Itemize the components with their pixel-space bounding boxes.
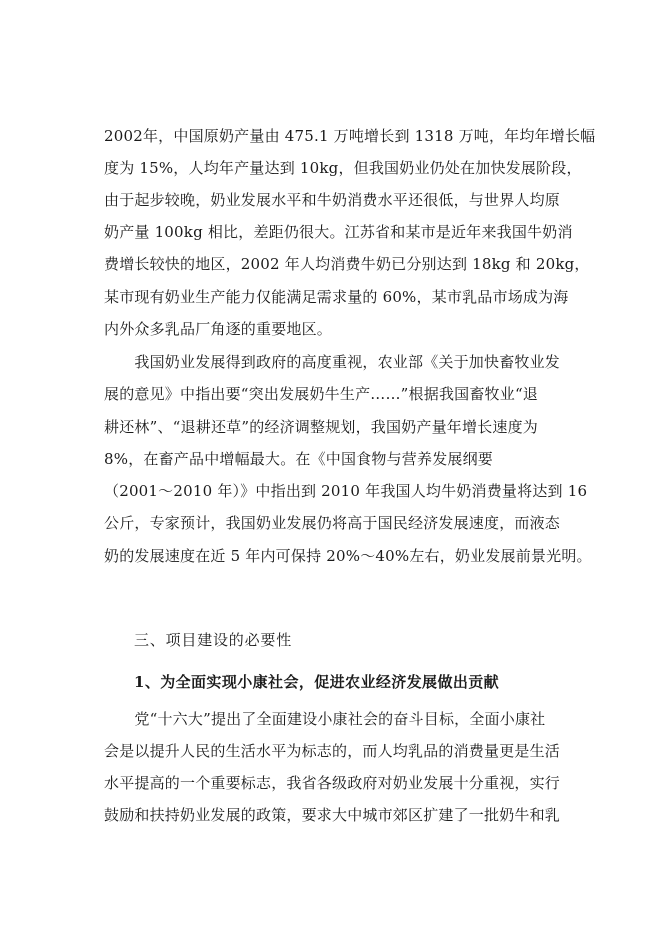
paragraph-1-line-5: 费增长较快的地区，2002 年人均消费牛奶已分别达到 18kg 和 20kg， xyxy=(104,255,590,273)
paragraph-1-line-4: 奶产量 100kg 相比，差距仍很大。江苏省和某市是近年来我国牛奶消 xyxy=(104,223,573,241)
paragraph-2-line-7: 奶的发展速度在近 5 年内可保持 20%～40%左右，奶业发展前景光明。 xyxy=(104,547,592,565)
paragraph-2-line-5: （2001～2010 年）》中指出到 2010 年我国人均牛奶消费量将达到 16 xyxy=(104,482,588,500)
paragraph-1-line-2: 度为 15%，人均年产量达到 10kg，但我国奶业仍处在加快发展阶段， xyxy=(104,159,582,177)
paragraph-3-line-2: 会是以提升人民的生活水平为标志的，而人均乳品的消费量更是生活 xyxy=(104,742,561,760)
paragraph-3-line-4: 鼓励和扶持奶业发展的政策，要求大中城市郊区扩建了一批奶牛和乳 xyxy=(104,806,561,824)
paragraph-1-line-6: 某市现有奶业生产能力仅能满足需求量的 60%，某市乳品市场成为海 xyxy=(104,288,569,306)
paragraph-2-line-4: 8%，在畜产品中增幅最大。在《中国食物与营养发展纲要 xyxy=(104,450,493,468)
paragraph-2-line-2: 展的意见》中指出要“突出发展奶牛生产……”根据我国畜牧业“退 xyxy=(104,385,539,403)
paragraph-1-line-1: 2002年，中国原奶产量由 475.1 万吨增长到 1318 万吨，年均年增长幅 xyxy=(104,127,596,145)
paragraph-3-line-1: 党“十六大”提出了全面建设小康社会的奋斗目标，全面小康社 xyxy=(104,710,546,728)
paragraph-2-line-1: 我国奶业发展得到政府的高度重视，农业部《关于加快畜牧业发 xyxy=(104,353,561,371)
paragraph-3-line-3: 水平提高的一个重要标志，我省各级政府对奶业发展十分重视，实行 xyxy=(104,774,561,792)
section-heading: 三、项目建设的必要性 xyxy=(134,631,293,649)
paragraph-2-line-6: 公斤，专家预计，我国奶业发展仍将高于国民经济发展速度，而液态 xyxy=(104,514,561,532)
paragraph-2-line-3: 耕还林”、“退耕还草”的经济调整规划，我国奶产量年增长速度为 xyxy=(104,418,539,436)
subsection-heading: 1、为全面实现小康社会，促进农业经济发展做出贡献 xyxy=(134,673,500,691)
paragraph-1-line-7: 内外众多乳品厂角逐的重要地区。 xyxy=(104,320,333,338)
paragraph-1-line-3: 由于起步较晚，奶业发展水平和牛奶消费水平还很低，与世界人均原 xyxy=(104,191,561,209)
